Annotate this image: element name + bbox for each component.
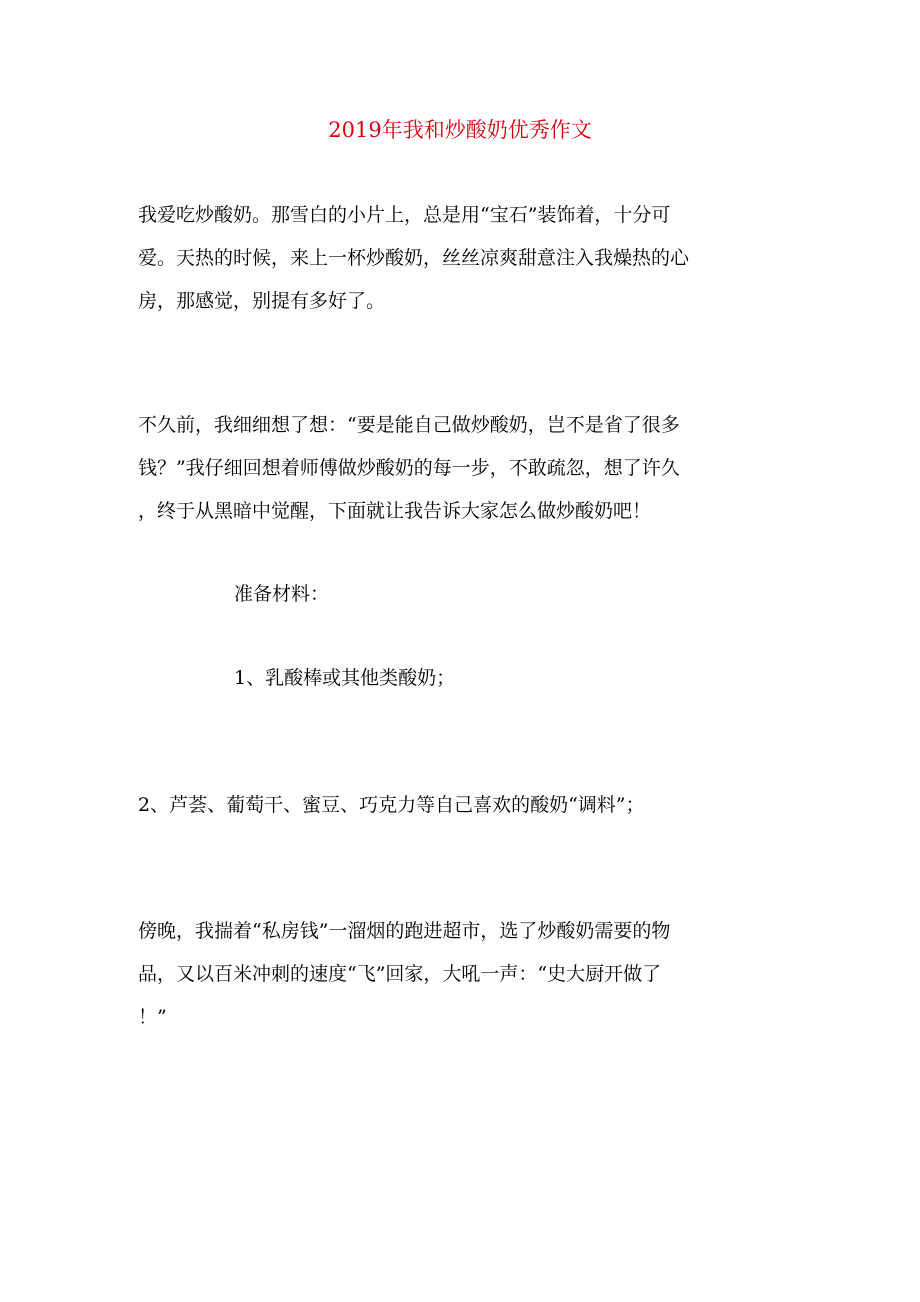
text-line: ！” xyxy=(138,1006,167,1028)
text-line: 品，又以百米冲刺的速度“飞”回家，大吼一声：“史大厨开做了 xyxy=(138,963,662,985)
paragraph-material-1 xyxy=(234,657,794,700)
paragraph-evening xyxy=(138,910,788,1039)
text-line: 钱？”我仔细回想着师傅做炒酸奶的每一步，不敢疏忽，想了许久 xyxy=(138,457,680,479)
text-line: 傍晚，我揣着“私房钱”一溜烟的跑进超市，选了炒酸奶需要的物 xyxy=(138,920,671,942)
text-line: 房，那感觉，别提有多好了。 xyxy=(138,290,386,312)
text-line: 准备材料： xyxy=(234,583,330,605)
document-title: 2019年我和炒酸奶优秀作文 xyxy=(328,118,592,142)
text-line: 2、芦荟、葡萄干、蜜豆、巧克力等自己喜欢的酸奶“调料”； xyxy=(138,794,645,816)
paragraph-idea xyxy=(138,404,788,533)
text-line: 爱。天热的时候，来上一杯炒酸奶，丝丝凉爽甜意注入我燥热的心 xyxy=(138,247,690,269)
paragraph-material-2 xyxy=(138,784,788,827)
paragraph-intro xyxy=(138,194,788,323)
text-line: 不久前，我细细想了想：“要是能自己做炒酸奶，岂不是省了很多 xyxy=(138,414,680,436)
paragraph-materials-heading xyxy=(234,573,794,616)
text-line: 我爱吃炒酸奶。那雪白的小片上，总是用“宝石”装饰着，十分可 xyxy=(138,204,671,226)
text-line: ，终于从黑暗中觉醒，下面就让我告诉大家怎么做炒酸奶吧！ xyxy=(138,500,652,522)
text-line: 1、乳酸棒或其他类酸奶； xyxy=(234,667,456,689)
